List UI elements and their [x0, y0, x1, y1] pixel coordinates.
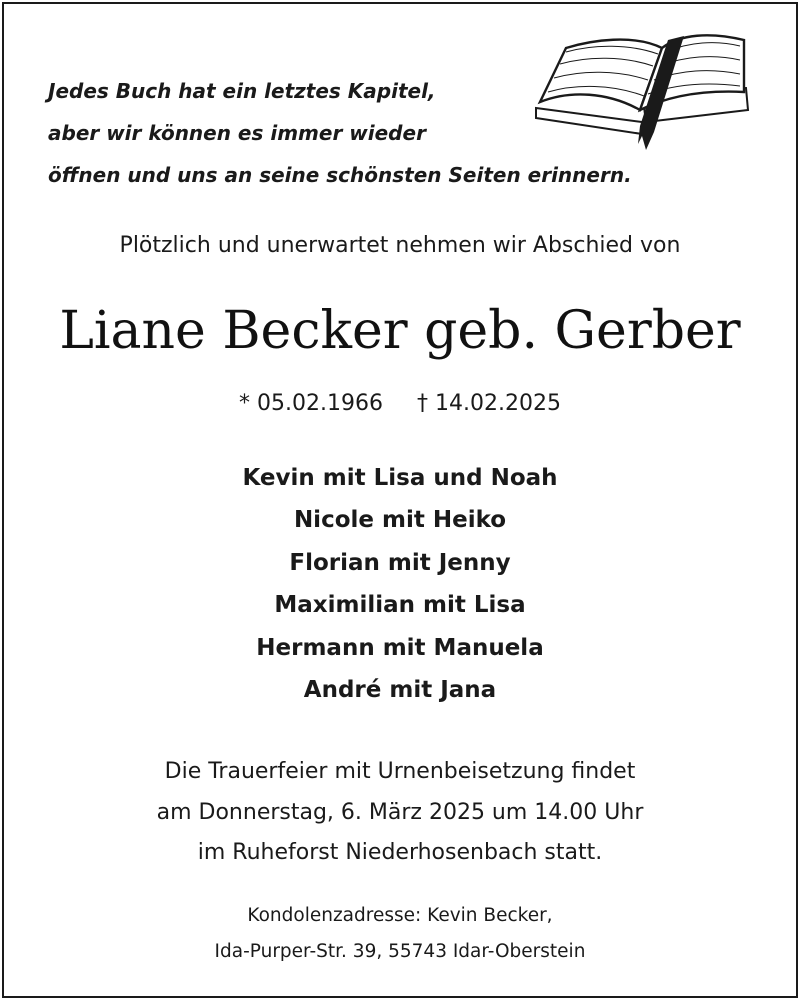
- mourners-list: [0, 457, 800, 711]
- address-line: Ida-Purper-Str. 39, 55743 Idar-Oberstein: [214, 941, 586, 962]
- deceased-name: Liane Becker geb. Gerber: [59, 301, 741, 361]
- open-book-with-ribbon-icon: [530, 18, 760, 158]
- list-item: Florian mit Jenny: [289, 549, 511, 576]
- list-item: André mit Jana: [303, 677, 497, 704]
- intro-text: Plötzlich und unerwartet nehmen wir Abschied von: [119, 233, 681, 258]
- list-item: Maximilian mit Lisa: [274, 592, 526, 619]
- life-dates: [0, 384, 800, 424]
- list-item: Hermann mit Manuela: [256, 634, 544, 661]
- quote-line: öffnen und uns an seine schönsten Seiten erinnern.: [48, 163, 632, 187]
- ceremony-line: Die Trauerfeier mit Urnenbeisetzung findet: [164, 759, 636, 784]
- list-item: Nicole mit Heiko: [293, 507, 507, 534]
- address-line: Kondolenzadresse: Kevin Becker,: [247, 905, 553, 926]
- quote-line: Jedes Buch hat ein letztes Kapitel,: [48, 79, 436, 103]
- death-date: † 14.02.2025: [417, 391, 561, 416]
- list-item: Kevin mit Lisa und Noah: [242, 465, 558, 491]
- ceremony-line: am Donnerstag, 6. März 2025 um 14.00 Uhr: [156, 799, 644, 825]
- birth-date: * 05.02.1966: [239, 391, 383, 416]
- ceremony-info: [0, 752, 800, 874]
- ceremony-line: im Ruheforst Niederhosenbach statt.: [197, 840, 603, 865]
- condolence-address: [0, 898, 800, 970]
- quote-line: aber wir können es immer wieder: [48, 121, 426, 145]
